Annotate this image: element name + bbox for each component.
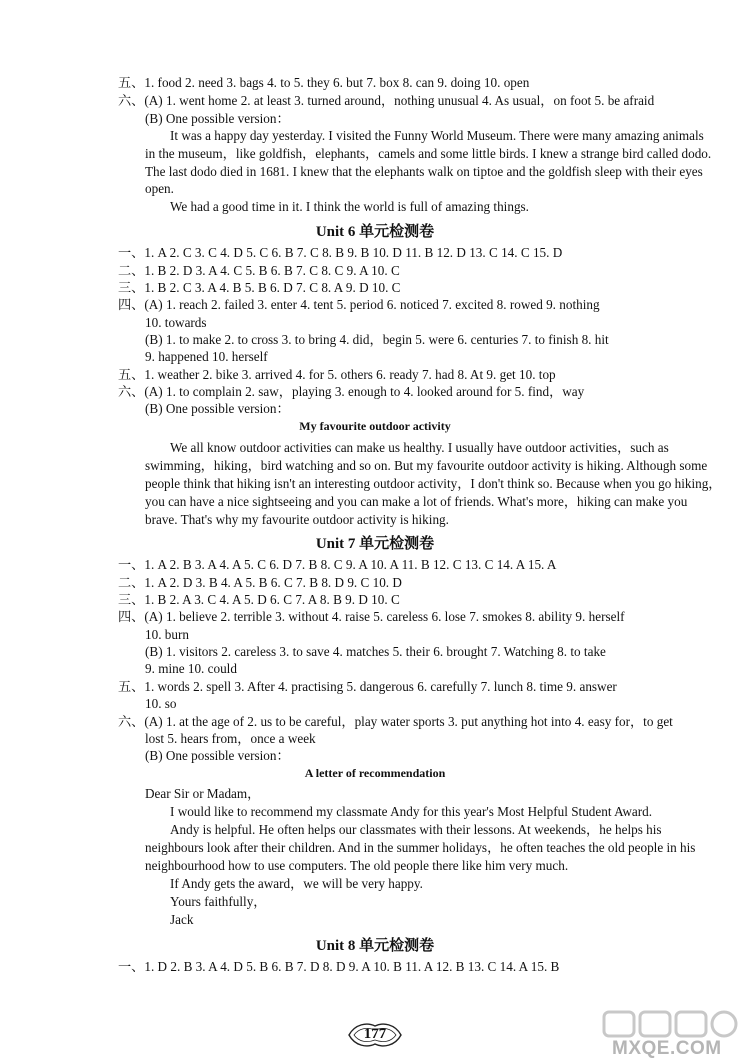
- answer-line: I would like to recommend my classmate Andy for this year's Most Helpful Student Award.: [170, 804, 653, 819]
- answer-line: It was a happy day yesterday. I visited the Funny World Museum. There were many amazing animals: [170, 128, 704, 143]
- answer-line: open.: [145, 181, 174, 196]
- answer-line: (B) One possible version：: [145, 401, 290, 416]
- page-number: 177: [363, 1026, 387, 1042]
- unit-heading: Unit 7 单元检测卷: [315, 536, 435, 552]
- answer-line: 六、(A) 1. to complain 2. saw，playing 3. enough to 4. looked around for 5. find，way: [118, 384, 585, 399]
- answer-line: 二、1. A 2. D 3. B 4. A 5. B 6. C 7. B 8. D 9. C 10. D: [118, 575, 402, 590]
- answer-line: 一、1. A 2. B 3. A 4. A 5. C 6. D 7. B 8. C 9. A 10. A 11. B 12. C 13. C 14. A 15. A: [118, 557, 557, 572]
- answer-line: people think that hiking isn't an interesting outdoor activity，I don't think so. Because when you go hiking，: [145, 476, 722, 491]
- answer-line: swimming，hiking，bird watching and so on. But my favourite outdoor activity is hiking. Although some: [145, 458, 708, 473]
- page-number-badge: [345, 1020, 405, 1050]
- answer-line: (B) 1. visitors 2. careless 3. to save 4. matches 5. their 6. brought 7. Watching 8. to take: [145, 644, 606, 659]
- unit-heading: Unit 8 单元检测卷: [315, 938, 435, 954]
- answer-line: 四、(A) 1. believe 2. terrible 3. without 4. raise 5. careless 6. lose 7. smokes 8. ability 9. herself: [118, 609, 625, 624]
- answer-line: The last dodo died in 1681. I knew that the elephants walk on tiptoe and the goldfish sleep with their eyes: [145, 164, 703, 179]
- answer-line: Jack: [170, 912, 194, 927]
- answer-line: lost 5. hears from，once a week: [145, 731, 316, 746]
- answer-line: in the museum，like goldfish，elephants，camels and some little birds. I knew a strange bird called dodo.: [145, 146, 712, 161]
- answer-line: 一、1. A 2. C 3. C 4. D 5. C 6. B 7. C 8. B 9. B 10. D 11. B 12. D 13. C 14. C 15. D: [118, 245, 563, 260]
- answer-line: 9. happened 10. herself: [145, 349, 268, 364]
- answer-line: 10. burn: [145, 627, 189, 642]
- answer-line: 三、1. B 2. A 3. C 4. A 5. D 6. C 7. A 8. B 9. D 10. C: [118, 592, 400, 607]
- answer-line: (B) One possible version：: [145, 111, 290, 126]
- answer-line: (B) One possible version：: [145, 748, 290, 763]
- essay-title: My favourite outdoor activity: [299, 419, 451, 433]
- answer-line: (B) 1. to make 2. to cross 3. to bring 4. did，begin 5. were 6. centuries 7. to finish 8. hit: [145, 332, 609, 347]
- answer-line: brave. That's why my favourite outdoor activity is hiking.: [145, 512, 449, 527]
- answer-line: 二、1. B 2. D 3. A 4. C 5. B 6. B 7. C 8. C 9. A 10. C: [118, 263, 400, 278]
- answer-line: you can have a nice sightseeing and you can make a lot of friends. What's more，hiking can make you: [145, 494, 688, 509]
- answer-line: 五、1. food 2. need 3. bags 4. to 5. they 6. but 7. box 8. can 9. doing 10. open: [118, 75, 530, 90]
- answer-line: neighbourhood how to use computers. The old people there like him very much.: [145, 858, 569, 873]
- answer-line: 9. mine 10. could: [145, 661, 237, 676]
- watermark-text: MXQE.COM: [612, 1038, 722, 1059]
- answer-line: 一、1. D 2. B 3. A 4. D 5. B 6. B 7. D 8. D 9. A 10. B 11. A 12. B 13. C 14. A 15. B: [118, 959, 560, 974]
- answer-line: 五、1. weather 2. bike 3. arrived 4. for 5. others 6. ready 7. had 8. At 9. get 10. top: [118, 367, 556, 382]
- unit-heading: Unit 6 单元检测卷: [315, 224, 435, 240]
- answer-line: We had a good time in it. I think the world is full of amazing things.: [170, 199, 529, 214]
- answer-line: 五、1. words 2. spell 3. After 4. practising 5. dangerous 6. carefully 7. lunch 8. time 9. answer: [118, 679, 617, 694]
- answer-line: Andy is helpful. He often helps our classmates with their lessons. At weekends，he helps his: [170, 822, 662, 837]
- answer-line: We all know outdoor activities can make us healthy. I usually have outdoor activities，such as: [170, 440, 669, 455]
- essay-title: A letter of recommendation: [304, 766, 446, 780]
- answer-line: 10. so: [145, 696, 177, 711]
- answer-line: If Andy gets the award，we will be very happy.: [170, 876, 423, 891]
- answer-line: 四、(A) 1. reach 2. failed 3. enter 4. tent 5. period 6. noticed 7. excited 8. rowed 9. nothing: [118, 297, 600, 312]
- answer-line: 三、1. B 2. C 3. A 4. B 5. B 6. D 7. C 8. A 9. D 10. C: [118, 280, 401, 295]
- answer-line: Dear Sir or Madam，: [145, 786, 261, 801]
- answer-line: 六、(A) 1. went home 2. at least 3. turned around，nothing unusual 4. As usual，on foot 5. be afraid: [118, 93, 655, 108]
- answer-line: neighbours look after their children. And in the summer holidays，he often teaches the old people in his: [145, 840, 696, 855]
- answer-line: 10. towards: [145, 315, 207, 330]
- answer-line: Yours faithfully，: [170, 894, 267, 909]
- answer-line: 六、(A) 1. at the age of 2. us to be careful，play water sports 3. put anything hot into 4. easy for，to get: [118, 714, 673, 729]
